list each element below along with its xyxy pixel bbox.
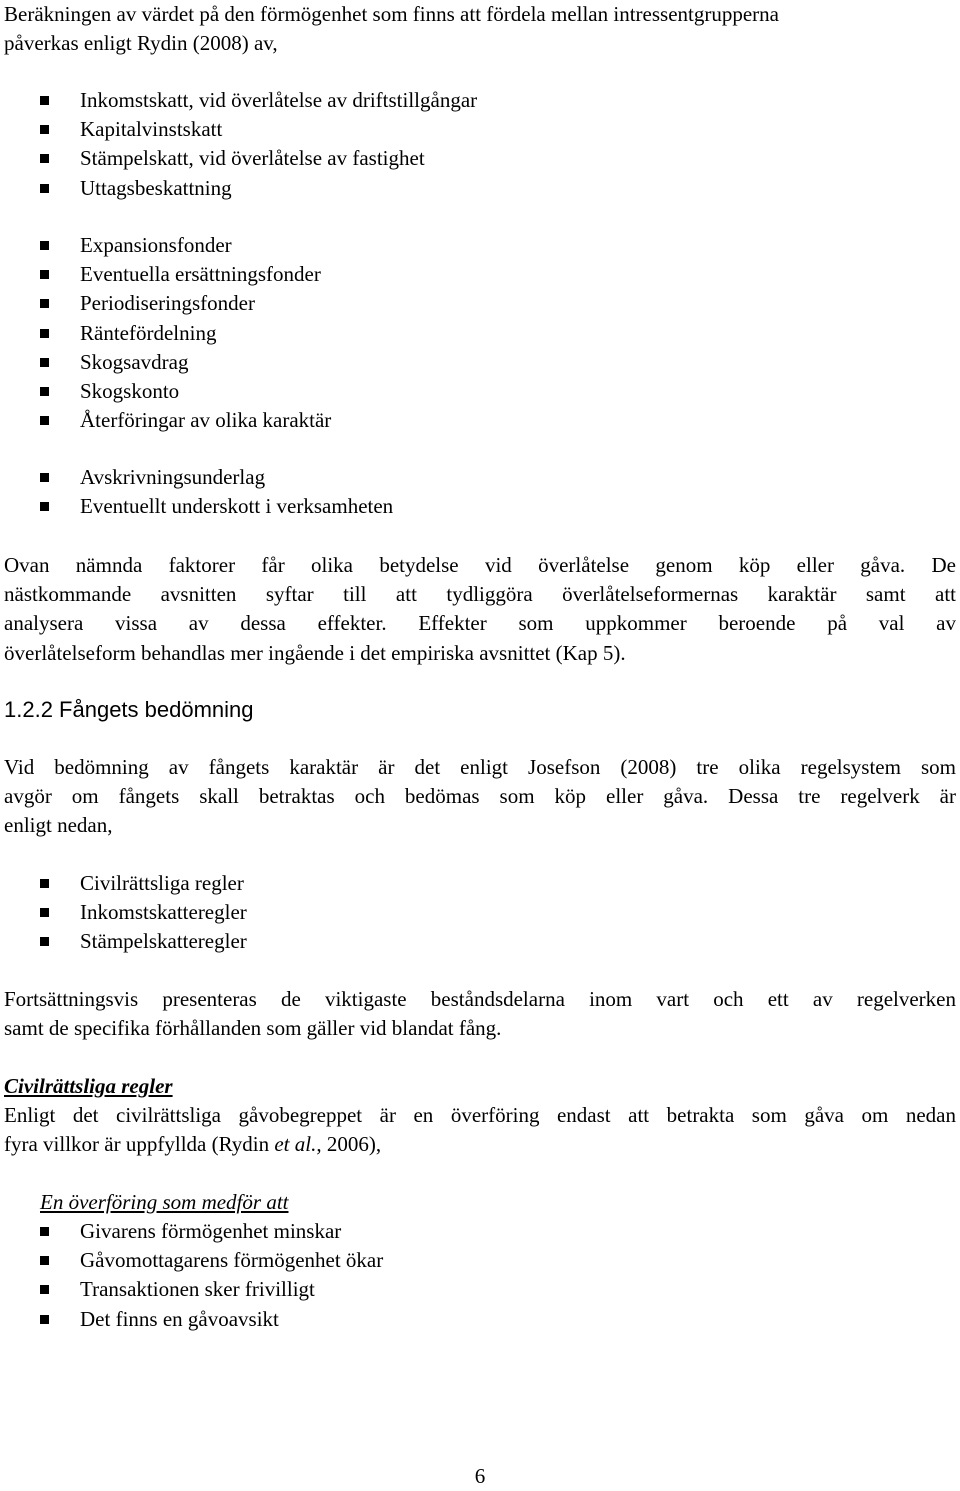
intro-paragraph [4, 0, 956, 58]
assessment-paragraph [4, 753, 956, 841]
square-bullet-icon [40, 908, 49, 917]
square-bullet-icon [40, 299, 49, 308]
text-line: Enligt det civilrättsliga gåvobegreppet är en överföring endast att betrakta som gåva om nedan [4, 1103, 956, 1127]
list-item: Uttagsbeskattning [40, 174, 477, 203]
square-bullet-icon [40, 1285, 49, 1294]
square-bullet-icon [40, 1315, 49, 1324]
text-line: Vid bedömning av fångets karaktär är det enligt Josefson (2008) tre olika regelsystem som [4, 755, 956, 779]
text-line: Fortsättningsvis presenteras de viktigaste beståndsdelarna inom vart och ett av regelverken [4, 987, 956, 1011]
depreciation-list [40, 463, 393, 521]
list-item: Skogskonto [40, 377, 331, 406]
page-number: 6 [474, 1464, 486, 1488]
text-line: överlåtelseform behandlas mer ingående i det empiriska avsnittet (Kap 5). [4, 640, 626, 665]
list-item: Återföringar av olika karaktär [40, 406, 331, 435]
list-item: Expansionsfonder [40, 231, 331, 260]
conditions-intro: En överföring som medför att [40, 1190, 289, 1214]
fund-list [40, 231, 331, 435]
square-bullet-icon [40, 125, 49, 134]
square-bullet-icon [40, 1227, 49, 1236]
square-bullet-icon [40, 387, 49, 396]
list-item: Det finns en gåvoavsikt [40, 1305, 383, 1334]
text-line: nästkommande avsnitten syftar till att tydliggöra överlåtelseformernas karaktär samt att [4, 582, 956, 607]
document-page [4, 0, 956, 1488]
list-item: Räntefördelning [40, 319, 331, 348]
list-item: Kapitalvinstskatt [40, 115, 477, 144]
square-bullet-icon [40, 96, 49, 105]
square-bullet-icon [40, 416, 49, 425]
square-bullet-icon [40, 937, 49, 946]
factors-paragraph [4, 551, 956, 668]
list-item: Eventuella ersättningsfonder [40, 260, 331, 289]
intro-line-1: Beräkningen av värdet på den förmögenhet som finns att fördela mellan intressentgrupperna [4, 2, 779, 26]
list-item: Skogsavdrag [40, 348, 331, 377]
conditions-list [40, 1217, 383, 1334]
square-bullet-icon [40, 329, 49, 338]
square-bullet-icon [40, 358, 49, 367]
text-line: Ovan nämnda faktorer får olika betydelse vid överlåtelse genom köp eller gåva. De [4, 553, 956, 577]
list-item: Givarens förmögenhet minskar [40, 1217, 383, 1246]
intro-line-2: påverkas enligt Rydin (2008) av, [4, 31, 278, 56]
text-line: avgör om fångets skall betraktas och bedömas som köp eller gåva. Dessa tre regelverk är [4, 784, 956, 809]
text-line: enligt nedan, [4, 813, 113, 838]
subheading-civil-rules: Civilrättsliga regler [4, 1074, 173, 1098]
square-bullet-icon [40, 473, 49, 482]
square-bullet-icon [40, 879, 49, 888]
list-item: Periodiseringsfonder [40, 289, 331, 318]
text-line: samt de specifika förhållanden som gäller vid blandat fång. [4, 1016, 502, 1041]
list-item: Civilrättsliga regler [40, 869, 247, 898]
square-bullet-icon [40, 154, 49, 163]
rules-list [40, 869, 247, 957]
civil-paragraph [4, 1101, 956, 1159]
list-item: Stämpelskatteregler [40, 927, 247, 956]
list-item: Avskrivningsunderlag [40, 463, 393, 492]
list-item: Inkomstskatt, vid överlåtelse av driftstillgångar [40, 86, 477, 115]
text-line: analysera vissa av dessa effekter. Effekter som uppkommer beroende på val av [4, 611, 956, 636]
section-heading: 1.2.2 Fångets bedömning [4, 697, 254, 722]
square-bullet-icon [40, 241, 49, 250]
list-item: Inkomstskatteregler [40, 898, 247, 927]
square-bullet-icon [40, 502, 49, 511]
square-bullet-icon [40, 184, 49, 193]
text-line: fyra villkor är uppfyllda (Rydin et al., 2006), [4, 1132, 382, 1157]
square-bullet-icon [40, 270, 49, 279]
list-item: Stämpelskatt, vid överlåtelse av fastighet [40, 144, 477, 173]
square-bullet-icon [40, 1256, 49, 1265]
list-item: Eventuellt underskott i verksamheten [40, 492, 393, 521]
tax-list [40, 86, 477, 203]
list-item: Gåvomottagarens förmögenhet ökar [40, 1246, 383, 1275]
list-item: Transaktionen sker frivilligt [40, 1275, 383, 1304]
continuation-paragraph [4, 985, 956, 1043]
